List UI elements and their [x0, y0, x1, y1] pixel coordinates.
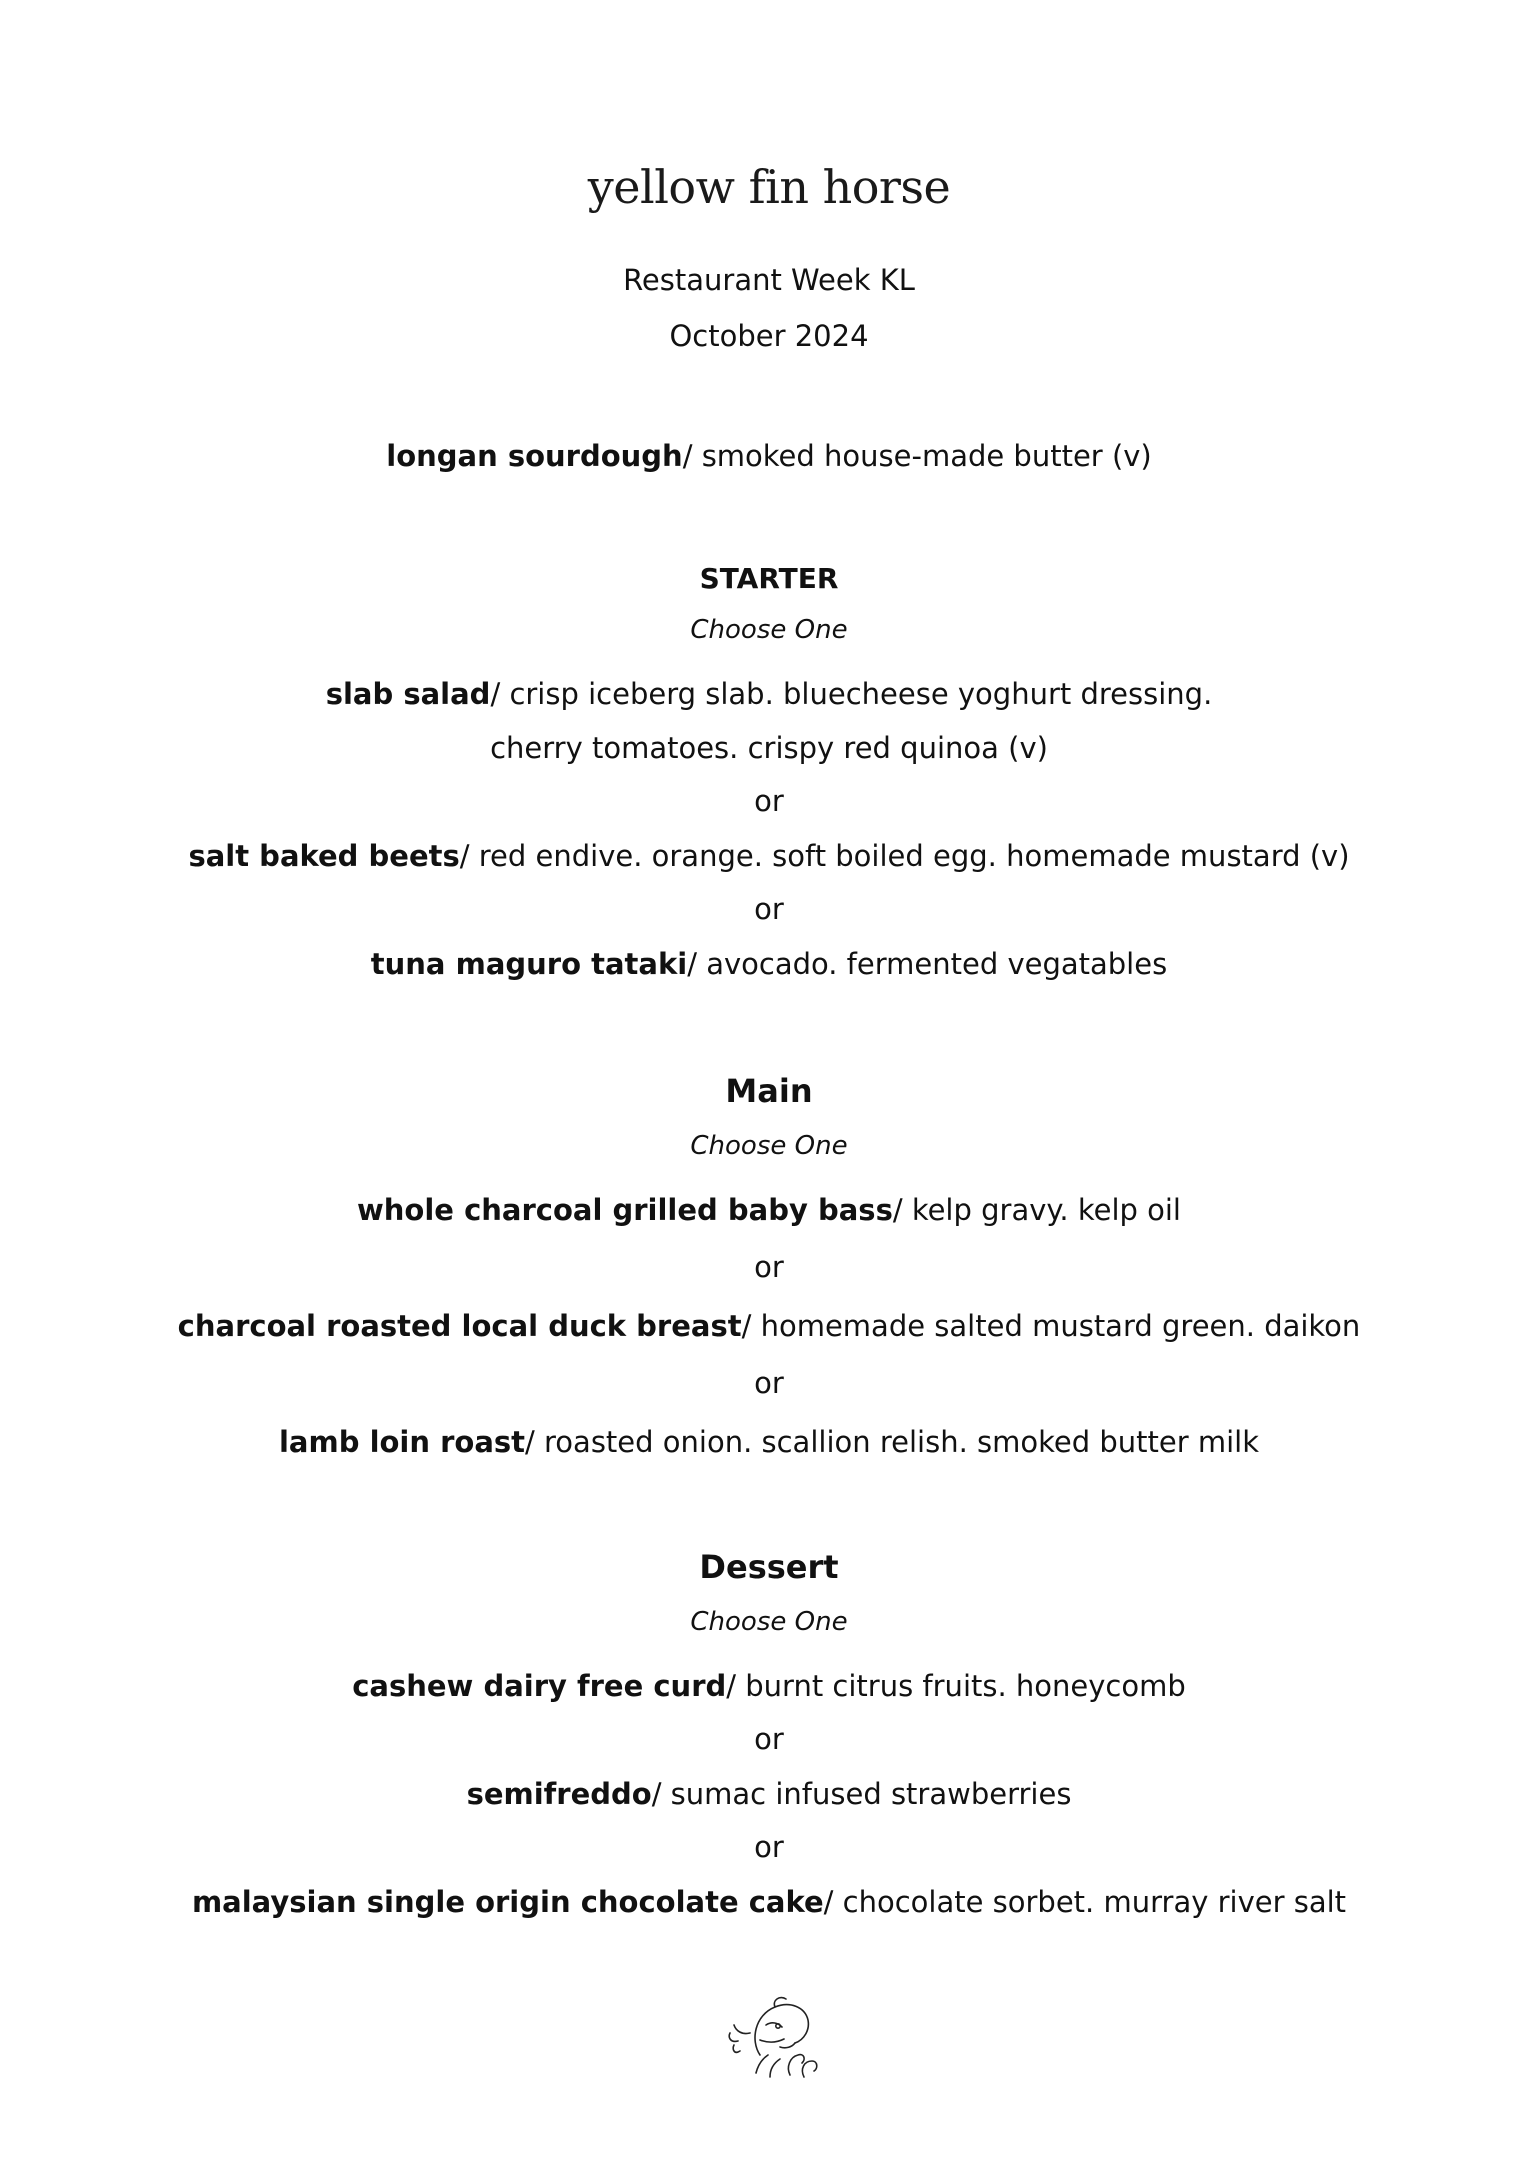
menu-item — [0, 1424, 1538, 1460]
or-separator: or — [754, 892, 784, 926]
menu-item — [0, 1884, 1538, 1920]
item-desc: / avocado. fermented vegatables — [687, 947, 1168, 981]
menu-item — [0, 946, 1538, 982]
item-desc: / sumac infused strawberries — [651, 1777, 1072, 1811]
item-desc: / smoked house-made butter (v) — [682, 439, 1152, 473]
item-name: whole charcoal grilled baby bass — [357, 1193, 893, 1227]
item-name: salt baked beets — [188, 839, 460, 873]
item-desc-continued: cherry tomatoes. crispy red quinoa (v) — [490, 731, 1048, 765]
section-heading-main: Main — [725, 1072, 813, 1110]
item-desc: / roasted onion. scallion relish. smoked butter milk — [525, 1425, 1260, 1459]
menu-item — [0, 1668, 1538, 1704]
or-separator: or — [754, 784, 784, 818]
item-name: lamb loin roast — [278, 1425, 526, 1459]
choose-one-label: Choose One — [690, 615, 848, 645]
menu-item — [0, 676, 1538, 712]
section-heading-dessert: Dessert — [699, 1548, 839, 1586]
item-desc: / kelp gravy. kelp oil — [892, 1193, 1181, 1227]
menu-item — [0, 838, 1538, 874]
item-name: tuna maguro tataki — [370, 947, 688, 981]
menu-item — [0, 1308, 1538, 1344]
menu-item — [0, 1192, 1538, 1228]
horse-sketch-icon — [720, 1985, 840, 2085]
item-desc: / crisp iceberg slab. bluecheese yoghurt dressing. — [490, 677, 1213, 711]
item-desc: / homemade salted mustard green. daikon — [741, 1309, 1361, 1343]
event-name: Restaurant Week KL — [623, 263, 915, 297]
item-name: semifreddo — [466, 1777, 652, 1811]
bread-item — [0, 438, 1538, 474]
or-separator: or — [754, 1250, 784, 1284]
brand-title: yellow fin horse — [587, 160, 951, 214]
menu-item — [0, 1776, 1538, 1812]
item-desc: / chocolate sorbet. murray river salt — [823, 1885, 1347, 1919]
choose-one-label: Choose One — [690, 1607, 848, 1637]
item-name: cashew dairy free curd — [352, 1669, 727, 1703]
event-date: October 2024 — [669, 319, 869, 353]
item-name: slab salad — [325, 677, 491, 711]
item-desc: / burnt citrus fruits. honeycomb — [726, 1669, 1186, 1703]
or-separator: or — [754, 1722, 784, 1756]
item-name: longan sourdough — [386, 439, 683, 473]
choose-one-label: Choose One — [690, 1131, 848, 1161]
item-desc: / red endive. orange. soft boiled egg. homemade mustard (v) — [459, 839, 1350, 873]
or-separator: or — [754, 1366, 784, 1400]
item-name: malaysian single origin chocolate cake — [191, 1885, 824, 1919]
section-heading-starter: STARTER — [699, 562, 839, 595]
or-separator: or — [754, 1830, 784, 1864]
item-name: charcoal roasted local duck breast — [177, 1309, 742, 1343]
